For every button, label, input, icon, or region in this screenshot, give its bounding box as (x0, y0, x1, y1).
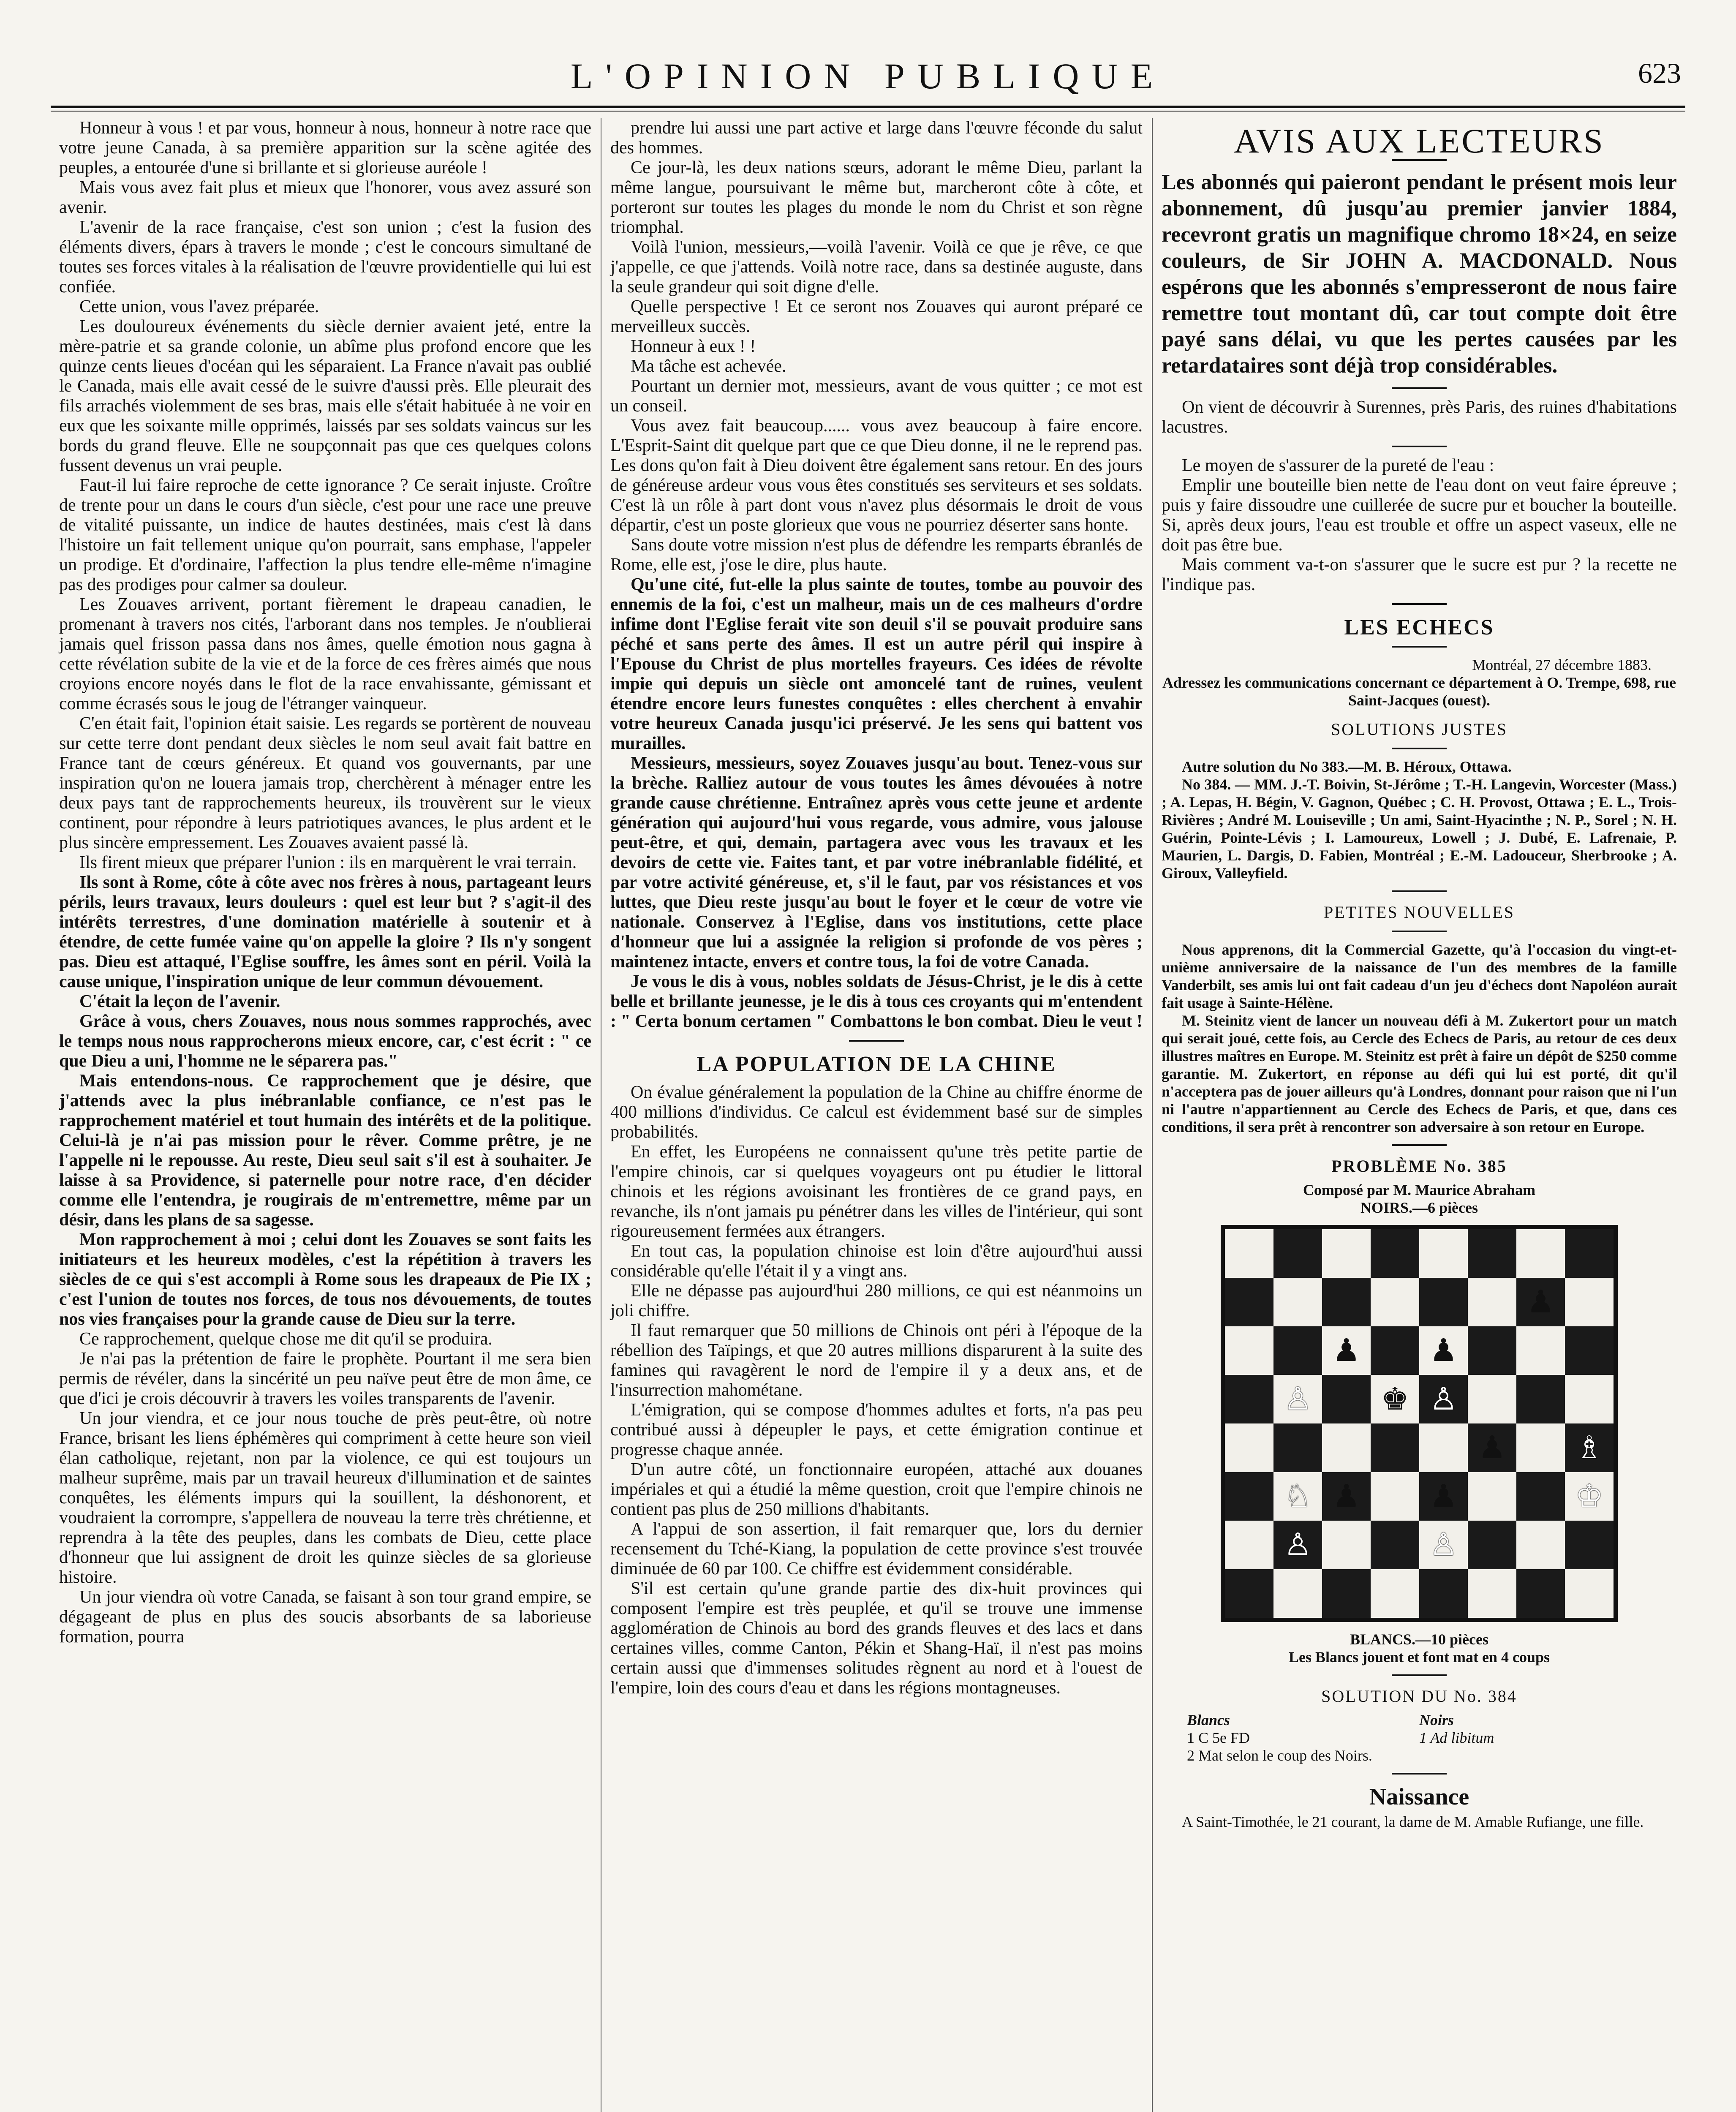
paragraph: L'avenir de la race française, c'est son union ; c'est la fusion des éléments divers, épars à travers le monde ; c'est le concours simultané de toutes ses forces vitales à la réalisation de l'œuvre providentielle qui lui est confiée. (59, 218, 591, 297)
paragraph: D'un autre côté, un fonctionnaire européen, attaché aux douanes impériales et qui a étudié la même question, croit que l'empire chinois ne contient pas plus de 250 millions d'habitants. (610, 1460, 1143, 1519)
chess-square (1419, 1229, 1468, 1278)
chess-square (1468, 1423, 1516, 1472)
chess-square (1225, 1375, 1273, 1423)
chess-square (1419, 1521, 1468, 1569)
paragraph: Ce jour-là, les deux nations sœurs, adorant le même Dieu, parlant la même langue, poursuivant le même but, marcheront côte à côte, et porteront sur toutes les plages du monde le nom du Christ et son règne triomphal. (610, 158, 1143, 237)
chess-square (1225, 1569, 1273, 1618)
china-heading: LA POPULATION DE LA CHINE (697, 1052, 1056, 1076)
paragraph: prendre lui aussi une part active et large dans l'œuvre féconde du salut des hommes. (610, 118, 1143, 158)
chess-square (1419, 1423, 1468, 1472)
chess-square (1273, 1229, 1322, 1278)
section-rule (849, 1040, 904, 1042)
echecs-heading: LES ECHECS (1344, 615, 1494, 640)
chess-square (1371, 1569, 1419, 1618)
paragraph: Il faut remarquer que 50 millions de Chinois ont péri à l'époque de la rébellion des Taïpings, et que 20 autres millions disparurent à la suite des famines qui ravagèrent le nord de l'empire il y a deux ans, et de l'insurrection mahométane. (610, 1321, 1143, 1400)
chess-square (1565, 1472, 1614, 1521)
chess-square (1225, 1472, 1273, 1521)
chess-square (1419, 1375, 1468, 1423)
chess-piece: ♘ (1284, 1479, 1312, 1514)
chess-piece: ♔ (1575, 1479, 1603, 1514)
chess-square (1565, 1521, 1614, 1569)
chess-square (1322, 1521, 1371, 1569)
paragraph: Quelle perspective ! Et ce seront nos Zouaves qui auront préparé ce merveilleux succès. (610, 297, 1143, 336)
chess-piece: ♟ (1526, 1285, 1555, 1320)
chess-square (1565, 1278, 1614, 1326)
column-1 (59, 118, 591, 1647)
chess-square (1225, 1278, 1273, 1326)
paragraph: Ils sont à Rome, côte à côte avec nos frères à nous, partageant leurs périls, leurs travaux, leurs douleurs : quel est leur but ? s'agit-il des intérêts terrestres, d'une domination matérielle à soutenir et à étendre, de cette fumée vaine qu'on appelle la gloire ? Ils n'y songent pas. Dieu est attaqué, l'Eglise souffre, les âmes sont en péril. Voilà la cause unique, l'inspiration unique de leur commun dévouement. (59, 873, 591, 991)
chess-square (1516, 1326, 1565, 1375)
solutions-heading: SOLUTIONS JUSTES (1331, 720, 1508, 739)
chess-square (1371, 1278, 1419, 1326)
masthead (51, 46, 1685, 110)
probleme-author: Composé par M. Maurice Abraham (1303, 1181, 1536, 1198)
echecs-date: Montréal, 27 décembre 1883. (1472, 656, 1652, 673)
paragraph: Honneur à eux ! ! (631, 337, 756, 356)
paragraph: On évalue généralement la population de la Chine au chiffre énorme de 400 millions d'individus. Ce calcul est évidemment basé sur de simples probabilités. (610, 1083, 1143, 1142)
paragraph: A l'appui de son assertion, il fait remarquer que, lors du dernier recensement du Tché-Kiang, la population de cette province s'est trouvée diminuée de 60 par 100. Ce chiffre est évidemment considérable. (610, 1519, 1143, 1579)
paragraph: Vous avez fait beaucoup...... vous avez beaucoup à faire encore. L'Esprit-Saint dit quelque part que ce que Dieu donne, il ne le reprend pas. Les dons qu'on fait à Dieu doivent être également sans retour. En des jours de généreuse ardeur vous vous êtes constitués ses serviteurs et ses soldats. C'est là un rôle à part dont vous n'avez plus désormais le droit de vous départir, c'est un poste glorieux que vous ne pourriez déserter sans honte. (610, 416, 1143, 535)
probleme-caption: Les Blancs jouent et font mat en 4 coups (1289, 1649, 1550, 1666)
solution-heading: SOLUTION DU No. 384 (1321, 1687, 1517, 1706)
paragraph: Emplir une bouteille bien nette de l'eau dont on veut faire épreuve ; puis y faire dissoudre une cuillerée de sucre pur et boucher la bouteille. Si, après deux jours, l'eau est trouble et offre un aspect vaseux, elle ne doit pas être bue. (1162, 476, 1677, 555)
blancs-label: BLANCS.—10 pièces (1350, 1631, 1488, 1648)
section-rule (1392, 931, 1447, 932)
chess-square (1371, 1472, 1419, 1521)
chess-square (1516, 1521, 1565, 1569)
masthead-rule-thin (51, 111, 1685, 112)
solutions-text: Autre solution du No 383.—M. B. Héroux, Ottawa. (1182, 758, 1512, 775)
chess-square (1565, 1229, 1614, 1278)
masthead-rule (51, 106, 1685, 108)
chess-square (1565, 1423, 1614, 1472)
paragraph: En effet, les Européens ne connaissent qu'une très petite partie de l'empire chinois, car si quelques voyageurs ont pu étudier le littoral chinois et les régions avoisinant les frontières de ce grand pays, en revanche, ils n'ont jamais pu pénétrer dans les villes de l'intérieur, qui sont rigoureusement fermées aux étrangers. (610, 1142, 1143, 1241)
section-rule (1392, 646, 1447, 648)
chess-piece: ♙ (1429, 1382, 1458, 1417)
paragraph: Je n'ai pas la prétention de faire le prophète. Pourtant il me sera bien permis de révéler, dans la sincérité un peu naïve peut être de mon âme, ce que d'ici je crois découvrir à travers les voiles transparents de l'avenir. (59, 1349, 591, 1408)
paragraph: En tout cas, la population chinoise est loin d'être aujourd'hui aussi considérable qu'elle l'était il y a vingt ans. (610, 1241, 1143, 1281)
solution-move: 1 Ad libitum (1419, 1729, 1494, 1746)
chess-square (1371, 1423, 1419, 1472)
section-rule (1392, 890, 1447, 892)
avis-body: Les abonnés qui paieront pendant le présent mois leur abonnement, dû jusqu'au premier janvier 1884, recevront gratis un magnifique chromo 18×24, en seize couleurs, de Sir JOHN A. MACDONALD. Nous espérons que les abonnés s'empresseront de nous faire remettre tout montant dû, car tout compte doit être payé sans délai, vu que les pertes causées par les retardataires sont déjà trop considérables. (1162, 170, 1677, 378)
chess-square (1273, 1472, 1322, 1521)
chess-square (1565, 1326, 1614, 1375)
chess-square (1565, 1375, 1614, 1423)
chess-square (1468, 1326, 1516, 1375)
section-rule (1392, 1773, 1447, 1775)
chess-square (1468, 1278, 1516, 1326)
chess-square (1371, 1229, 1419, 1278)
section-rule (1392, 446, 1447, 447)
paragraph: Voilà l'union, messieurs,—voilà l'avenir. Voilà ce que je rêve, ce que j'appelle, ce que j'attends. Voilà notre race, dans sa destinée auguste, dans la seule grandeur qui soit digne d'elle. (610, 237, 1143, 297)
chess-square (1565, 1569, 1614, 1618)
chess-square (1322, 1326, 1371, 1375)
paragraph: Un jour viendra où votre Canada, se faisant à son tour grand empire, se dégageant de plus en plus des soucis absorbants de sa laborieuse formation, pourra (59, 1587, 591, 1647)
chess-board (1221, 1225, 1618, 1622)
chess-square (1322, 1278, 1371, 1326)
paragraph: Sans doute votre mission n'est plus de défendre les remparts ébranlés de Rome, elle est, j'ose le dire, plus haute. (610, 535, 1143, 574)
paragraph: S'il est certain qu'une grande partie des dix-huit provinces qui composent l'empire est très peuplée, et qu'il se trouve une immense agglomération de Chinois au bord des grands fleuves et des lacs et dans certaines villes, comme Canton, Pékin et Shang-Haï, il n'est pas moins certain aussi que d'immenses solitudes règnent au nord et à l'ouest de l'empire, loin des cours d'eau et dans les régions montagneuses. (610, 1579, 1143, 1698)
chess-square (1322, 1423, 1371, 1472)
paragraph: Le moyen de s'assurer de la pureté de l'eau : (1182, 456, 1494, 475)
chess-square (1419, 1569, 1468, 1618)
paragraph: Un jour viendra, et ce jour nous touche de près peut-être, où notre France, brisant les liens éphémères qui compriment à cette heure son vieil élan catholique, rejetant, non par la violence, ce qui est toujours un malheur suprême, mais par un travail heureux d'illumination et de saintes conquêtes, les éléments impurs qui la souillent, la déshonorent, et voudraient la corrompre, s'appellera de nouveau la terre très chrétienne, et reprendra à la tête des peuples, dans les combats de Dieu, cette place d'honneur que lui assignent de droit les quinze siècles de sa glorieuse histoire. (59, 1409, 591, 1587)
paragraph: On vient de découvrir à Surennes, près Paris, des ruines d'habitations lacustres. (1162, 397, 1677, 437)
chess-square (1322, 1569, 1371, 1618)
news-item: Nous apprenons, dit la Commercial Gazette, qu'à l'occasion du vingt-et-unième anniversaire de la naissance de l'un des membres de la famille Vanderbilt, ses amis lui ont fait cadeau d'un jeu d'échecs dont Napoléon aurait fait usage à Sainte-Hélène. (1162, 941, 1677, 1011)
chess-piece: ♚ (1381, 1382, 1409, 1417)
chess-square (1371, 1375, 1419, 1423)
naissance-text: A Saint-Timothée, le 21 courant, la dame de M. Amable Rufiange, une fille. (1182, 1813, 1644, 1830)
column-divider (1152, 118, 1153, 2112)
chess-piece: ♟ (1332, 1479, 1361, 1514)
paragraph: Mais vous avez fait plus et mieux que l'honorer, vous avez assuré son avenir. (59, 178, 591, 217)
chess-piece: ♙ (1284, 1382, 1312, 1417)
chess-square (1225, 1423, 1273, 1472)
paragraph: Ce rapprochement, quelque chose me dit qu'il se produira. (79, 1329, 493, 1349)
probleme-heading: PROBLÈME No. 385 (1331, 1157, 1507, 1176)
paragraph: L'émigration, qui se compose d'hommes adultes et forts, n'a pas peu contribué aussi à dépeupler le pays, et cette émigration continue et progresse chaque année. (610, 1400, 1143, 1459)
echecs-address: Adressez les communications concernant ce département à O. Trempe, 698, rue Saint-Jacques (ouest). (1162, 674, 1676, 709)
section-rule (1392, 1144, 1447, 1146)
solution-table (1187, 1711, 1652, 1764)
chess-square (1516, 1278, 1565, 1326)
paragraph: C'était la leçon de l'avenir. (79, 992, 280, 1011)
column-3 (1162, 118, 1677, 1831)
chess-square (1419, 1278, 1468, 1326)
paragraph: Cette union, vous l'avez préparée. (79, 297, 319, 316)
chess-square (1419, 1472, 1468, 1521)
paragraph: C'en était fait, l'opinion était saisie. Les regards se portèrent de nouveau sur cette terre dont pendant deux siècles le nom seul avait fait battre en France tant de cœurs généreux. Et quand vos gouvernants, par une inspiration qu'on ne louera jamais trop, cherchèrent à ménager entre les deux pays tant de rapprochements heureux, ils trouvèrent sur le vieux continent, pour répondre à leurs patriotiques avances, le plus ardent et le plus sincère empressement. Les Zouaves avaient passé là. (59, 714, 591, 852)
section-rule (1392, 748, 1447, 749)
paragraph: Honneur à vous ! et par vous, honneur à nous, honneur à notre race que votre jeune Canada, à sa première apparition sur la scène agitée des peuples, a entourée d'une si brillante et si glorieuse auréole ! (59, 118, 591, 177)
column-2 (610, 118, 1143, 1698)
solution-noirs-header: Noirs (1419, 1712, 1454, 1728)
chess-square (1225, 1326, 1273, 1375)
chess-piece: ♗ (1575, 1430, 1603, 1465)
paragraph: Qu'une cité, fut-elle la plus sainte de toutes, tombe au pouvoir des ennemis de la foi, c'est un malheur, mais un de ces malheurs d'ordre infime dont l'Eglise ferait vite son deuil s'il se pouvait produire sans péché et sans perte des âmes. Il est un autre péril qui inspire à l'Epouse du Christ de plus mortelles frayeurs. Ces idées de révolte impie qui depuis un siècle ont amoncelé tant de ruines, veulent étendre encore leurs funestes conquêtes : elles cherchent à envahir votre heureux Canada jusqu'ici préservé. Je les sens qui battent vos murailles. (610, 575, 1143, 753)
paragraph: Mais comment va-t-on s'assurer que le sucre est pur ? la recette ne l'indique pas. (1162, 555, 1677, 594)
chess-square (1371, 1326, 1419, 1375)
chess-square (1516, 1569, 1565, 1618)
solution-move: 2 Mat selon le coup des Noirs. (1187, 1747, 1372, 1764)
chess-square (1322, 1229, 1371, 1278)
petites-nouvelles-heading: PETITES NOUVELLES (1323, 903, 1515, 922)
chess-square (1516, 1375, 1565, 1423)
paragraph: Grâce à vous, chers Zouaves, nous nous sommes rapprochés, avec le temps nous nous rapprocherons mieux encore, car, c'est écrit : " ce que Dieu a uni, l'homme ne le séparera pas." (59, 1012, 591, 1071)
chess-piece: ♟ (1429, 1333, 1458, 1368)
chess-square (1273, 1278, 1322, 1326)
news-item: M. Steinitz vient de lancer un nouveau défi à M. Zukertort pour un match qui serait joué, cette fois, au Cercle des Echecs de Paris, au retour de ces deux illustres maîtres en Europe. M. Steinitz est prêt à faire un dépôt de $250 comme garantie. M. Zukertort, en réponse au défi qui lui est porté, dit qu'il n'acceptera pas de jouer ailleurs qu'à Londres, donnant pour raison que ni l'un ni l'autre n'appartiennent au Cercle des Echecs de Paris, et que, dans ces conditions, il sera prêt à rencontrer son adversaire à son retour en Europe. (1162, 1012, 1677, 1135)
chess-square (1273, 1375, 1322, 1423)
chess-square (1273, 1521, 1322, 1569)
chess-piece: ♙ (1284, 1527, 1312, 1562)
chess-square (1516, 1423, 1565, 1472)
chess-piece: ♟ (1332, 1333, 1361, 1368)
section-rule (1392, 387, 1447, 389)
paragraph: Elle ne dépasse pas aujourd'hui 280 millions, ce qui est néanmoins un joli chiffre. (610, 1281, 1143, 1320)
chess-square (1225, 1229, 1273, 1278)
chess-square (1516, 1472, 1565, 1521)
chess-square (1468, 1569, 1516, 1618)
paragraph: Faut-il lui faire reproche de cette ignorance ? Ce serait injuste. Croître de trente pour un dans le cours d'un siècle, c'est pour une race une preuve de vitalité puissante, un indice de hautes destinées, mais c'est là dans l'histoire un fait tellement unique qu'on pourrait, sans emphase, l'appeler un prodige. Et d'ordinaire, l'affection la plus tendre elle-même n'imagine pas des prodiges pour calmer sa douleur. (59, 476, 591, 594)
chess-square (1371, 1521, 1419, 1569)
paragraph: Messieurs, messieurs, soyez Zouaves jusqu'au bout. Tenez-vous sur la brèche. Ralliez autour de vous toutes les âmes dévouées à notre grande cause chrétienne. Entraînez après vous cette jeune et ardente génération qui aujourd'hui vous regarde, vous admire, vous jalouse peut-être, et qui, demain, partagera avec vous les travaux et les devoirs de cette vie. Faites tant, et par votre inébranlable fidélité, et par votre activité généreuse, et, s'il le faut, par vos résistances et vos luttes, que Dieu reste jusqu'au bout le foyer et le cœur de votre vie nationale. Conservez à l'Eglise, dans vos institutions, cette place d'honneur que lui a assignée la religion si profonde de vos pères ; maintenez intacte, envers et contre tous, la foi de votre Canada. (610, 754, 1143, 972)
chess-square (1468, 1472, 1516, 1521)
solution-move: 1 C 5e FD (1187, 1729, 1250, 1746)
chess-square (1322, 1375, 1371, 1423)
page-number: 623 (1638, 57, 1681, 89)
chess-square (1273, 1569, 1322, 1618)
chess-piece: ♟ (1478, 1430, 1506, 1465)
noirs-label: NOIRS.—6 pièces (1361, 1199, 1478, 1216)
solutions-text: No 384. — MM. J.-T. Boivin, St-Jérôme ; T.-H. Langevin, Worcester (Mass.) ; A. Lepas, H. Bégin, V. Gagnon, Québec ; C. H. Provost, Ottawa ; E. L., Trois-Rivières ; André M. Louiseville ; Un ami, Saint-Hyacinthe ; N. P., Sorel ; N. H. Guérin, Pointe-Lévis ; I. Lamoureux, Lowell ; J. Dubé, E. Lafrenaie, P. Maurien, L. Dargis, D. Fabien, Montréal ; E.-M. Ladouceur, Sherbrooke ; A. Giroux, Valleyfield. (1162, 776, 1677, 882)
section-rule (1392, 603, 1447, 605)
paragraph: Je vous le dis à vous, nobles soldats de Jésus-Christ, je le dis à cette belle et brillante jeunesse, je le dis à tous ces croyants qui m'entendent : " Certa bonum certamen " Combattons le bon combat. Dieu le veut ! (610, 972, 1143, 1031)
paragraph: Ils firent mieux que préparer l'union : ils en marquèrent le vrai terrain. (79, 853, 577, 872)
paragraph: Les douloureux événements du siècle dernier avaient jeté, entre la mère-patrie et sa grande colonie, un abîme plus profond encore que les quinze cents lieues d'océan qui les séparaient. La France n'avait pas oublié le Canada, mais elle avait cessé de le suivre d'aussi près. Elle pleurait des fils arrachés violemment de ses bras, mais elle s'était habituée à ne voir en eux que les soixante mille opprimés, laissés par ses soldats vaincus sur les bords du grand fleuve. Elle ne soupçonnait pas que ces quelques colons fussent devenus un vrai peuple. (59, 317, 591, 475)
chess-square (1273, 1326, 1322, 1375)
solution-blancs-header: Blancs (1187, 1712, 1230, 1728)
newspaper-title: L'OPINION PUBLIQUE (570, 56, 1166, 96)
chess-square (1468, 1375, 1516, 1423)
naissance-heading: Naissance (1369, 1784, 1469, 1810)
avis-title: AVIS AUX LECTEURS (1234, 122, 1605, 160)
chess-piece: ♙ (1429, 1527, 1458, 1562)
paragraph: Ma tâche est achevée. (631, 357, 786, 376)
paragraph: Mon rapprochement à moi ; celui dont les Zouaves se sont faits les initiateurs et les heureux modèles, c'est la répétition à travers les siècles de ce qui s'est accompli à Rome sous les drapeaux de Pie IX ; c'est l'union de toutes nos forces, de tous nos dévouements, de toutes nos vies françaises pour la grande cause de Dieu sur la terre. (59, 1230, 591, 1329)
paragraph: Les Zouaves arrivent, portant fièrement le drapeau canadien, le promenant à travers nos cités, l'arborant dans nos temples. Je n'oublierai jamais quel frisson passa dans nos âmes, quelle émotion nous gagna à cette révélation subite de la vie et de la force de ces frères aimés que nous croyions encore noyés dans le flot de la race envahissante, gémissant et comme écrasés sous le joug de l'étranger vainqueur. (59, 595, 591, 713)
paragraph: Pourtant un dernier mot, messieurs, avant de vous quitter ; ce mot est un conseil. (610, 376, 1143, 416)
chess-square (1322, 1472, 1371, 1521)
chess-square (1516, 1229, 1565, 1278)
chess-square (1273, 1423, 1322, 1472)
chess-piece: ♟ (1429, 1479, 1458, 1514)
chess-square (1419, 1326, 1468, 1375)
section-rule (1392, 1674, 1447, 1676)
chess-square (1468, 1521, 1516, 1569)
chess-square (1225, 1521, 1273, 1569)
chess-square (1468, 1229, 1516, 1278)
paragraph: Mais entendons-nous. Ce rapprochement que je désire, que j'attends avec la plus inébranlable confiance, ce n'est pas le rapprochement matériel et tout humain des intérêts et de la politique. Celui-là je n'ai pas mission pour le rêver. Comme prêtre, je ne l'appelle ni le repousse. Au reste, Dieu seul sait s'il est à souhaiter. Je laisse à sa Providence, si paternelle pour notre race, d'en décider comme elle l'entendra, je rougirais de m'entremettre, même par un désir, dans les plans de sa sagesse. (59, 1071, 591, 1230)
